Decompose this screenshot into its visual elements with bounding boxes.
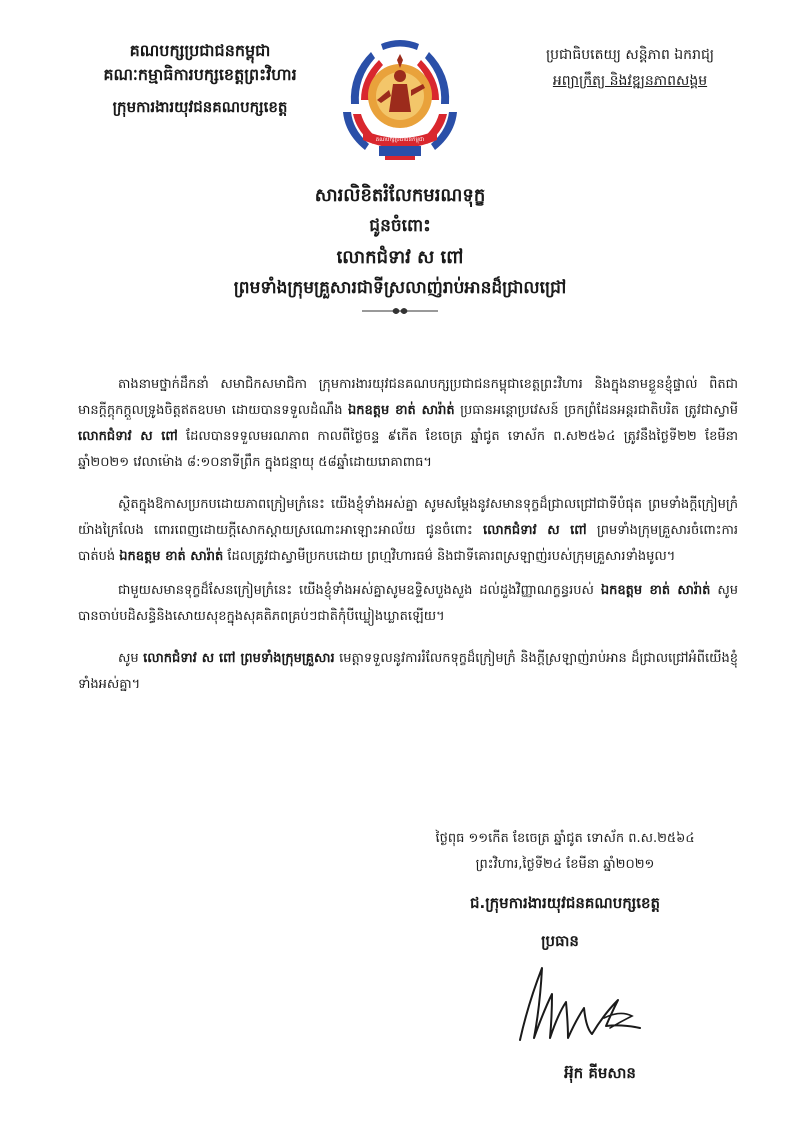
widow-name: លោកជំទាវ ស ពៅ [482,523,587,538]
ornament-divider [360,304,440,318]
letter-title: សារលិខិតរំលែកមរណទុក្ខ [314,185,486,206]
addressed-to: ជូនចំពោះ [369,216,431,236]
signatory-name: អ៊ុក គីមសាន [564,1064,636,1082]
handwritten-signature [500,954,650,1054]
widow-name: លោកជំទាវ ស ពៅ [78,429,178,444]
motto-line1: ប្រជាធិបតេយ្យ សន្តិភាព ឯករាជ្យ [545,47,715,63]
deceased-name: ឯកឧត្តម ខាត់ សារ៉ាត់ [600,583,711,598]
letter-body [78,372,738,706]
recipient-family: ព្រមទាំងក្រុមគ្រួសារជាទីស្រលាញ់រាប់អានដ៏ជ្រាលជ្រៅ [233,278,567,298]
signatory-org: ជ.ក្រុមការងារយុវជនគណបក្សខេត្ត [469,894,661,912]
letter-date [380,826,750,878]
paragraph-2: ស្ថិតក្នុងឱកាសប្រកបដោយភាពក្រៀមក្រំនេះ យើងខ្ញុំទាំងអស់គ្នា សូមសម្តែងនូវសមានទុក្ខដ៏ជ្រាលជ្រៅជាទីបំផុត ព្រមទាំងក្តីក្រៀមក្រំយ៉ាងក្រៃលែង ពោរពេញដោយក្តីសោកស្តាយស្រណោះអាឡោះអាល័យ ជូនចំពោះ លោកជំទាវ ស ពៅ ព្រមទាំងក្រុមគ្រួសារចំពោះការបាត់បង់ ឯកឧត្តម ខាត់ សារ៉ាត់ ដែលត្រូវជាស្វាមីប្រកបដោយ ព្រហ្មវិហារធម៌ និងជាទីគោរពស្រឡាញ់របស់ក្រុមគ្រួសារទាំងមូល។ [78,497,738,564]
paragraph-1: តាងនាមថ្នាក់ដឹកនាំ សមាជិកសមាជិកា ក្រុមការងារយុវជនគណបក្សប្រជាជនកម្ពុជាខេត្តព្រះវិហារ និងក្នុងនាមខ្លួនខ្ញុំផ្ទាល់ ពិតជាមានក្តីក្តុកក្តួលទ្រូងចិត្តឥតឧបមា ដោយបានទទួលដំណឹង ឯកឧត្តម ខាត់ សារ៉ាត់ ប្រធានអន្តោប្រវេសន៍ ច្រកព្រំដែនអន្តរជាតិបរិត ត្រូវជាស្វាមី លោកជំទាវ ស ពៅ ដែលបានទទួលមរណភាព កាលពីថ្ងៃចន្ទ ៩កើត ខែចេត្រ ឆ្នាំជូត ទោស័ក ព.ស២៥៦៤ ត្រូវនឹងថ្ងៃទី២២ ខែមីនា ឆ្នាំ២០២១ វេលាម៉ោង ៨:១០នាទីព្រឹក ក្នុងជន្មាយុ ៥៨ឆ្នាំដោយរោគាពាធ។ [78,377,739,470]
youth-group-name: ក្រុមការងារយុវជនគណបក្សខេត្ត [112,98,288,116]
letter-titles [0,180,800,304]
deceased-name: ឯកឧត្តម ខាត់ សារ៉ាត់ [348,403,455,418]
deceased-name: ឯកឧត្តម ខាត់ សារ៉ាត់ [119,549,224,564]
signatory-role: ប្រធាន [541,932,579,950]
party-name: គណបក្សប្រជាជនកម្ពុជា [129,41,271,60]
header-right [500,42,760,94]
logo-banner-text: គណបក្សប្រជាជនកម្ពុជា [375,137,425,143]
header-left [50,40,350,120]
paragraph-4: សូម លោកជំទាវ ស ពៅ ព្រមទាំងក្រុមគ្រួសារ មេត្តាទទួលនូវការរំលែកទុក្ខដ៏ក្រៀមក្រំ និងក្តីស្រឡាញ់រាប់អាន ដ៏ជ្រាលជ្រៅអំពីយើងខ្ញុំទាំងអស់គ្នា។ [78,651,738,692]
party-logo [341,34,459,162]
solar-date: ព្រះវិហារ,ថ្ងៃទី២៤ ខែមីនា ឆ្នាំ២០២១ [475,857,655,872]
motto-line2: អព្យាក្រឹត្យ និងវឌ្ឍនភាពសង្គម [552,73,708,89]
lunar-date: ថ្ងៃពុធ ១១កើត ខែចេត្រ ឆ្នាំជូត ទោស័ក ព.ស.២៥៦៤ [435,831,695,846]
paragraph-3: ជាមួយសមានទុក្ខដ៏សែនក្រៀមក្រំនេះ យើងខ្ញុំទាំងអស់គ្នាសូមឧទ្ទិសបួងសួង ដល់ដួងវិញ្ញាណក្ខន្ធរបស់ ឯកឧត្តម ខាត់ សារ៉ាត់ សូមបានចាប់បដិសន្ធិនិងសោយសុខក្នុងសុគតិភពគ្រប់ៗជាតិកុំបីឃ្លៀងឃ្លាតឡើយ។ [78,583,738,624]
widow-family-name: លោកជំទាវ ស ពៅ ព្រមទាំងក្រុមគ្រួសារ [143,651,335,666]
committee-name: គណៈកម្មាធិការបក្សខេត្តព្រះវិហារ [103,65,297,84]
recipient-name: លោកជំទាវ ស ពៅ [336,247,464,268]
